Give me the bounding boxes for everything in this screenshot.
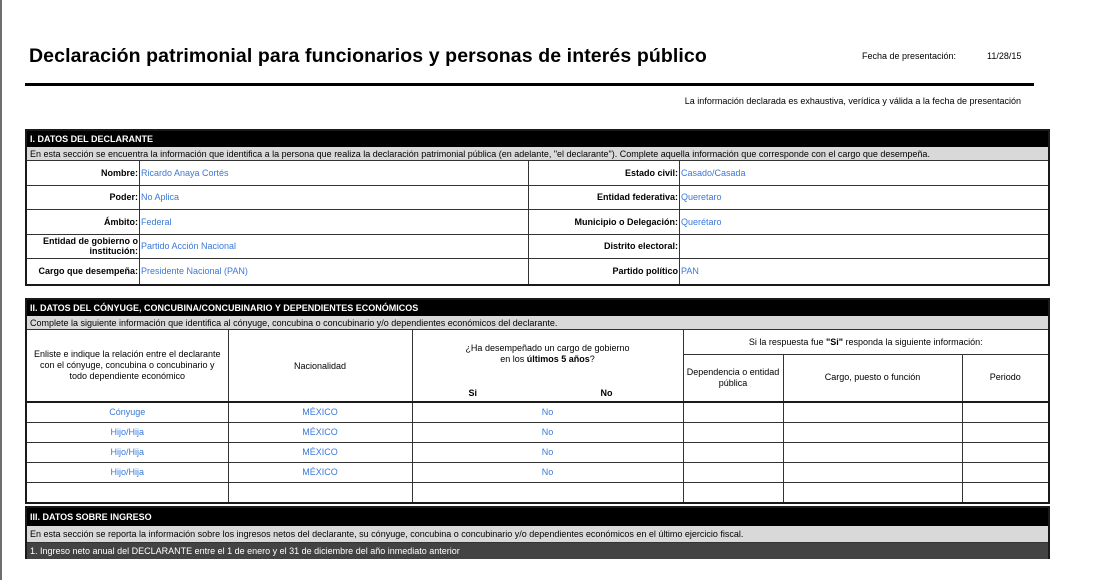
- cell-period[interactable]: [962, 442, 1048, 462]
- section-dependents: [25, 298, 1050, 504]
- field-value-entidad-gobierno[interactable]: Partido Acción Nacional: [140, 235, 529, 260]
- cell-period[interactable]: [962, 422, 1048, 442]
- question-line1: ¿Ha desempeñado un cargo de gobierno: [465, 343, 630, 353]
- if-yes-post: responda la siguiente información:: [843, 336, 983, 347]
- cell-position[interactable]: [783, 442, 962, 462]
- col-header-relation: [27, 330, 228, 402]
- submission-date-label: Fecha de presentación:: [862, 51, 957, 61]
- field-value-ambito[interactable]: Federal: [140, 210, 529, 235]
- cell-nationality[interactable]: [228, 482, 412, 502]
- cell-nationality[interactable]: MÉXICO: [228, 462, 412, 482]
- cell-relation[interactable]: Hijo/Hija: [27, 442, 228, 462]
- question-text: [413, 343, 683, 365]
- col-header-if-yes: [683, 330, 1048, 354]
- col-header-position: Cargo, puesto o función: [783, 354, 962, 402]
- table-row: [27, 482, 1048, 502]
- field-value-poder[interactable]: No Aplica: [140, 186, 529, 211]
- col-header-yes: Si: [468, 388, 478, 398]
- cell-nationality[interactable]: MÉXICO: [228, 402, 412, 422]
- cell-dependency[interactable]: [683, 462, 783, 482]
- question-line2-pre: en los: [500, 354, 527, 364]
- col-header-relation-text: Enliste e indique la relación entre el declarante con el cónyuge, concubina o concubinario y todo dependiente económico: [33, 349, 221, 381]
- col-header-dependency: Dependencia o entidad pública: [683, 354, 783, 402]
- cell-nationality[interactable]: MÉXICO: [228, 422, 412, 442]
- question-line2-bold: últimos 5 años: [526, 354, 590, 364]
- cell-dependency[interactable]: [683, 442, 783, 462]
- field-label-entidad-federativa: Entidad federativa:: [529, 186, 680, 211]
- col-header-period: Periodo: [962, 354, 1048, 402]
- question-line2-post: ?: [589, 354, 595, 364]
- field-label-entidad-gobierno: Entidad de gobierno o institución:: [27, 235, 140, 260]
- cell-relation[interactable]: Hijo/Hija: [27, 462, 228, 482]
- submission-date-value: 11/28/15: [987, 51, 1022, 61]
- field-label-partido-politico: Partido político: [529, 259, 680, 284]
- if-yes-pre: Si la respuesta fue: [748, 336, 826, 347]
- cell-position[interactable]: [783, 422, 962, 442]
- section-title: III. DATOS SOBRE INGRESO: [27, 508, 1048, 526]
- field-value-nombre[interactable]: Ricardo Anaya Cortés: [140, 161, 529, 186]
- subsection-title-declarant-income: 1. Ingreso neto anual del DECLARANTE entre el 1 de enero y el 31 de diciembre del año inmediato anterior: [27, 543, 1048, 559]
- table-row: [27, 442, 1048, 462]
- table-row: [27, 462, 1048, 482]
- table-row: [27, 402, 1048, 422]
- cell-period[interactable]: [962, 402, 1048, 422]
- field-label-poder: Poder:: [27, 186, 140, 211]
- field-label-estado-civil: Estado civil:: [529, 161, 680, 186]
- cell-government-job[interactable]: No: [412, 462, 683, 482]
- title-divider: [25, 83, 1034, 86]
- page-title: Declaración patrimonial para funcionarios y personas de interés público: [29, 45, 707, 67]
- cell-relation[interactable]: Hijo/Hija: [27, 422, 228, 442]
- cell-position[interactable]: [783, 402, 962, 422]
- field-value-partido-politico[interactable]: PAN: [681, 266, 699, 277]
- section-description: Complete la siguiente información que identifica al cónyuge, concubina o concubinario y/o dependientes económicos del declarante.: [27, 316, 1048, 330]
- section-title: I. DATOS DEL DECLARANTE: [27, 131, 1048, 147]
- if-yes-bold: "Si": [825, 336, 843, 347]
- field-value-cargo[interactable]: Presidente Nacional (PAN): [140, 259, 529, 284]
- field-label-distrito-electoral: Distrito electoral:: [529, 235, 680, 260]
- window-left-edge: [0, 0, 2, 580]
- field-label-ambito: Ámbito:: [27, 210, 140, 235]
- field-value-entidad-federativa[interactable]: Queretaro: [680, 186, 1048, 211]
- section-description: En esta sección se reporta la información sobre los ingresos netos del declarante, su cónyuge, concubina o concubinario y/o dependientes económicos en el último ejercicio fiscal.: [27, 526, 1048, 543]
- disclaimer-text: La información declarada es exhaustiva, verídica y válida a la fecha de presentación: [684, 96, 1021, 106]
- cell-government-job[interactable]: No: [412, 402, 683, 422]
- cell-position[interactable]: [783, 462, 962, 482]
- col-header-nationality: Nacionalidad: [228, 330, 412, 402]
- section-description: En esta sección se encuentra la información que identifica a la persona que realiza la declaración patrimonial pública (en adelante, "el declarante"). Complete aquella información que corresponde con el cargo que desempeña.: [27, 147, 1048, 161]
- cell-position[interactable]: [783, 482, 962, 502]
- field-value-distrito-electoral[interactable]: [680, 235, 1048, 260]
- cell-government-job[interactable]: No: [412, 422, 683, 442]
- section-income: [25, 506, 1050, 559]
- field-label-nombre: Nombre:: [27, 161, 140, 186]
- cell-dependency[interactable]: [683, 422, 783, 442]
- cell-government-job[interactable]: [412, 482, 683, 502]
- col-header-government-question: [412, 330, 683, 402]
- declarant-fields-grid: [27, 161, 1048, 284]
- field-value-estado-civil[interactable]: Casado/Casada: [680, 161, 1048, 186]
- cell-period[interactable]: [962, 462, 1048, 482]
- col-header-no: No: [600, 388, 613, 398]
- cell-relation[interactable]: [27, 482, 228, 502]
- field-label-municipio: Municipio o Delegación:: [529, 210, 680, 235]
- table-row: [27, 422, 1048, 442]
- cell-period[interactable]: [962, 482, 1048, 502]
- cell-dependency[interactable]: [683, 482, 783, 502]
- cell-government-job[interactable]: No: [412, 442, 683, 462]
- field-value-municipio[interactable]: Querétaro: [680, 210, 1048, 235]
- cell-nationality[interactable]: MÉXICO: [228, 442, 412, 462]
- section-declarant-data: [25, 129, 1050, 286]
- cell-relation[interactable]: Cónyuge: [27, 402, 228, 422]
- field-label-cargo: Cargo que desempeña:: [27, 259, 140, 284]
- dependents-table: [27, 330, 1048, 502]
- section-title: II. DATOS DEL CÓNYUGE, CONCUBINA/CONCUBINARIO Y DEPENDIENTES ECONÓMICOS: [27, 300, 1048, 316]
- cell-dependency[interactable]: [683, 402, 783, 422]
